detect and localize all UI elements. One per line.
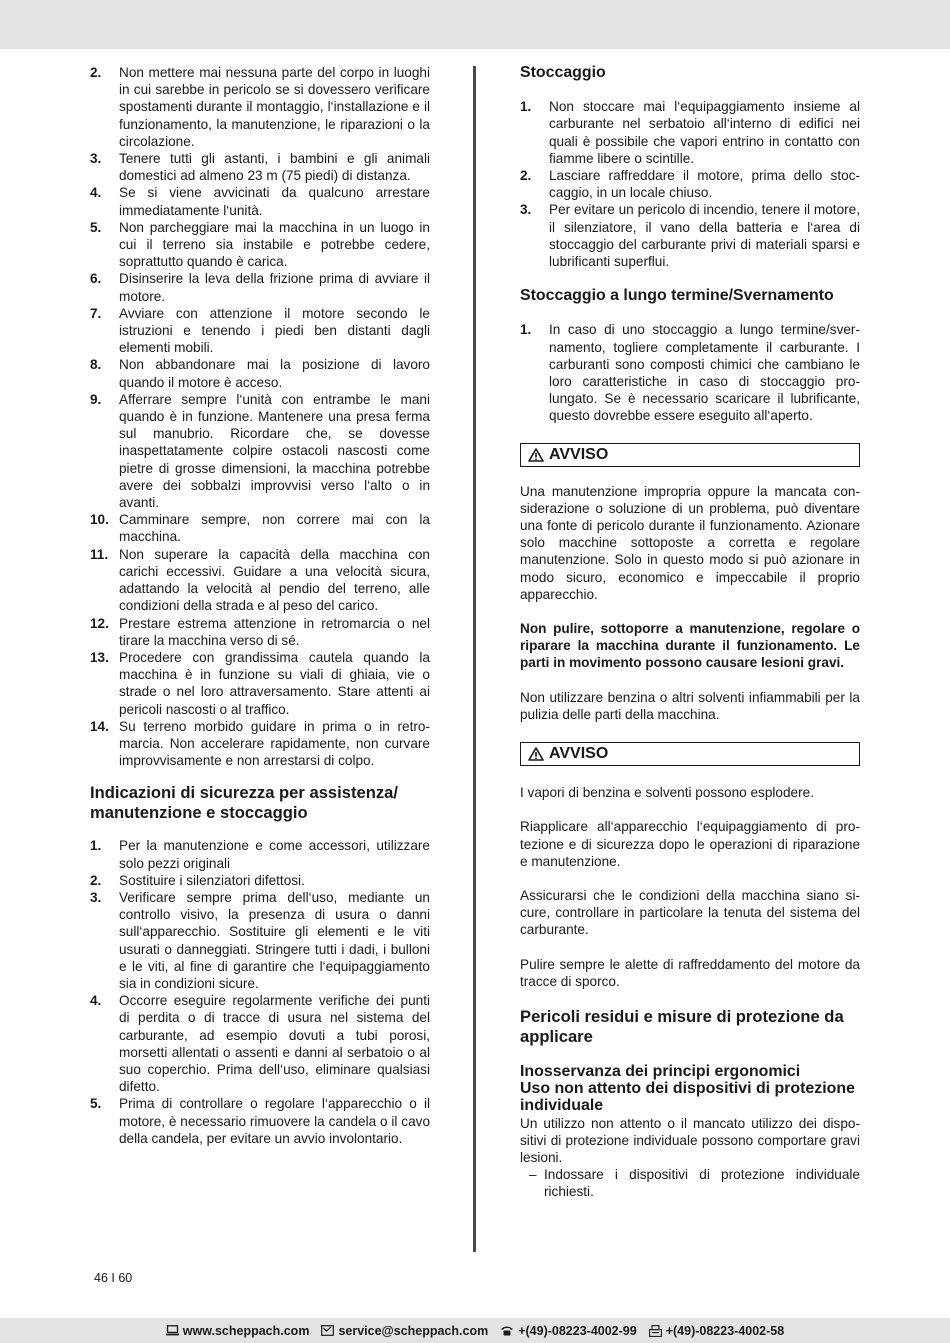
- list-item-text: Prima di controllare o regolare l‘apparecchio o il motore, è necessario rimuovere la candela o il cavo della candela, per evitare un avvio involontario.: [119, 1096, 430, 1146]
- footer-email-text: service@scheppach.com: [338, 1323, 489, 1338]
- section-heading-maintenance: Indicazioni di sicurezza per assistenza/ manutenzione e stoccaggio: [90, 783, 399, 823]
- list-item-number: 8.: [90, 357, 102, 373]
- warning-triangle-icon: [528, 747, 544, 761]
- list-item-text: Tenere tutti gli astanti, i bambini e gli animali domestici ad almeno 23 m (75 piedi) di distanza.: [119, 151, 430, 184]
- warning-2-conditions: Assicurarsi che le condizioni della macchina siano sicure, controllare in particolare la tenuta del sistema del carburante.: [520, 887, 860, 938]
- list-item-number: 12.: [90, 615, 109, 631]
- list-item-text: Verificare sempre prima dell‘uso, mediante un controllo visivo, la presenza di usura o danni sull‘apparecchio. Sostituire gli elementi e le viti usurati o danneggiati. Stringere tutti i dadi, i bulloni e le viti, al fine di garantire che l‘equipaggiamento sia in condizioni sicure.: [119, 889, 430, 991]
- list-item: [90, 837, 430, 871]
- warning-label: AVVISO: [549, 446, 609, 464]
- fax-icon: [649, 1325, 662, 1337]
- warning-2-cooling: Pulire sempre le alette di raffreddamento del motore da tracce di sporco.: [520, 956, 860, 989]
- warning-1-bold-text: Non pulire, sottoporre a manutenzione, regolare o riparare la macchina durante il funzionamento. Le parti in movimento possono causare lesioni gravi.: [520, 621, 860, 671]
- list-item: [90, 889, 430, 992]
- list-item-number: 2.: [90, 872, 102, 888]
- list-item-number: 13.: [90, 649, 109, 665]
- list-item-number: 3.: [90, 889, 102, 905]
- warning-1-text: Una manutenzione impropria oppure la mancata considerazione o soluzione di un problema, può diventare una fonte di pericolo durante il funzionamento. Azionare solo macchine sottoposte a corretta e regolare manutenzione. Solo in questo modo si può azionare in modo sicuro, economico e impeccabile il proprio apparecchio.: [520, 483, 860, 602]
- list-item-text: Per la manutenzione e come accessori, utilizzare solo pezzi originali: [119, 838, 430, 871]
- list-item-number: 14.: [90, 718, 109, 734]
- list-item-text: In caso di uno stoccaggio a lungo termine/svernamento, togliere completamente il carburante. I carburanti sono composti chimici che cambiano le loro caratteristiche in caso di stoccaggio prolungato. Se è necessario scaricare il lubrificante, questo dovrebbe essere eseguito all‘aperto.: [549, 322, 860, 424]
- ppe-dash-text: Indossare i dispositivi di protezione individuale richiesti.: [544, 1167, 860, 1200]
- list-item-text: Camminare sempre, non correre mai con la macchina.: [119, 512, 430, 545]
- list-item: [90, 356, 430, 390]
- list-item: [90, 64, 430, 150]
- heading-lungo-termine: Stoccaggio a lungo termine/Svernamento: [520, 287, 834, 305]
- heading-ppe: Uso non attento dei dispositivi di protezione individuale: [520, 1080, 855, 1115]
- list-item: [90, 718, 430, 770]
- warning-2-reapply: Riapplicare all‘apparecchio l‘equipaggiamento di protezione e di sicurezza dopo le operazioni di riparazione e manutenzione.: [520, 819, 860, 869]
- footer-fax-text: +(49)-08223-4002-58: [665, 1323, 785, 1338]
- list-item: [90, 1095, 430, 1147]
- warning-box-1: [520, 443, 860, 467]
- email-icon: [321, 1325, 334, 1336]
- list-item: [90, 872, 430, 889]
- list-item: [90, 992, 430, 1095]
- right-column: [520, 64, 860, 1201]
- list-item-number: 1.: [520, 99, 532, 115]
- list-item: [90, 511, 430, 545]
- list-item-text: Se si viene avvicinati da qualcuno arrestare immediatamente l‘unità.: [119, 185, 430, 218]
- footer-phone-text: +(49)-08223-4002-99: [518, 1323, 637, 1338]
- list-item-text: Non abbandonare mai la posizione di lavoro quando il motore è acceso.: [119, 357, 430, 390]
- left-column: [90, 64, 430, 1147]
- list-item: [90, 150, 430, 184]
- footer-fax[interactable]: [649, 1324, 785, 1338]
- list-item-text: Lasciare raffreddare il motore, prima dello stoccaggio, in un locale chiuso.: [549, 168, 860, 201]
- list-item-text: Su terreno morbido guidare in prima o in retromarcia. Non accelerare rapidamente, non curvare improvvisamente e non arrestarsi di colpo.: [119, 718, 430, 769]
- list-item-number: 2.: [520, 168, 532, 184]
- warning-box-2: [520, 742, 860, 766]
- warning-triangle-icon: [528, 448, 544, 462]
- list-item-text: Procedere con grandissima cautela quando la macchina è in funzione su viali di ghiaia, vie o strade o nel loro attraversamento. Stare attenti ai pericoli nascosti o al traffico.: [119, 649, 430, 717]
- list-item: [90, 184, 430, 218]
- list-item-number: 9.: [90, 391, 102, 407]
- dash-marker: –: [529, 1167, 537, 1183]
- list-item-text: Non mettere mai nessuna parte del corpo in luoghi in cui sarebbe in pericolo se si dovessero verificare spostamenti durante il montaggio, l‘installazione e il funzionamento, la manutenzione, le riparazioni o la circolazione.: [119, 65, 430, 149]
- list-item: [90, 546, 430, 615]
- computer-icon: [166, 1325, 179, 1336]
- list-item-text: Occorre eseguire regolarmente verifiche dei punti di perdita o di tracce di usura nel sistema del carburante, ad esempio dovuti a tubi porosi, morsetti allentati o assenti e danni al serbatoio o al suo coperchio. Prima dell‘uso, eliminare qualsiasi difetto.: [119, 993, 430, 1095]
- list-item-number: 5.: [90, 219, 102, 235]
- footer-web[interactable]: [166, 1324, 310, 1338]
- footer-email[interactable]: [321, 1324, 488, 1338]
- list-item-number: 4.: [90, 185, 102, 201]
- warning-1-solvents: Non utilizzare benzina o altri solventi infiammabili per la pulizia delle parti della macchina.: [520, 689, 860, 722]
- ppe-text: Un utilizzo non attento o il mancato utilizzo dei dispositivi di protezione individuale possono comportare gravi lesioni.: [520, 1115, 860, 1165]
- list-item: [520, 98, 860, 167]
- list-item: [90, 270, 430, 304]
- header-band: [0, 0, 950, 49]
- list-item: [520, 201, 860, 270]
- list-item-number: 4.: [90, 993, 102, 1009]
- list-item-text: Afferrare sempre l‘unità con entrambe le mani quando è in funzione. Mantenere una presa ferma sul manubrio. Ricordare che, se dovesse inaspettatamente colpire ostacoli nascosti come pietre di grosse dimensioni, la macchina potrebbe avere dei sobbalzi improvvisi verso l‘alto o in avanti.: [119, 391, 430, 511]
- list-item: [90, 305, 430, 357]
- heading-ergonomics: Inosservanza dei principi ergonomici: [520, 1062, 801, 1080]
- list-item-text: Non superare la capacità della macchina con carichi eccessivi. Guidare a una velocità sicura, adattando la velocità al pendio del terreno, alle condizioni della strada e al peso del carico.: [119, 546, 430, 614]
- page-number: 46 I 60: [94, 1271, 133, 1285]
- list-item-number: 10.: [90, 512, 109, 528]
- heading-stoccaggio: Stoccaggio: [520, 64, 606, 81]
- list-item-number: 1.: [90, 838, 102, 854]
- list-item-number: 11.: [90, 546, 109, 562]
- footer-band: [0, 1318, 950, 1343]
- footer-web-text: www.scheppach.com: [182, 1323, 310, 1338]
- list-item: [90, 615, 430, 649]
- column-divider: [473, 66, 476, 1252]
- footer-phone[interactable]: [500, 1324, 637, 1338]
- list-item: [520, 321, 860, 424]
- list-item-number: 5.: [90, 1096, 102, 1112]
- list-item-number: 3.: [90, 151, 102, 167]
- warning-2-vapors: I vapori di benzina e solventi possono esplodere.: [520, 785, 814, 801]
- list-item-text: Avviare con attenzione il motore secondo le istruzioni e tenendo i piedi ben distanti dagli elementi mobili.: [119, 305, 430, 356]
- list-item: [90, 391, 430, 511]
- warning-label: AVVISO: [549, 745, 609, 763]
- safety-list-operation: [90, 64, 430, 769]
- list-item-number: 2.: [90, 65, 102, 80]
- list-item: [90, 649, 430, 718]
- ppe-dash-item: [520, 1166, 860, 1200]
- list-item-number: 6.: [90, 271, 102, 287]
- list-item: [90, 219, 430, 271]
- list-item-number: 7.: [90, 305, 102, 321]
- list-item-text: Prestare estrema attenzione in retromarcia o nel tirare la macchina verso di sé.: [119, 615, 430, 648]
- list-item-text: Non stoccare mai l‘equipaggiamento insieme al carburante nel serbatoio all‘interno di edifici nei quali è possibile che vapori entrino in contatto con fiamme libere o scintille.: [549, 99, 860, 166]
- safety-list-maintenance: [90, 837, 430, 1147]
- list-item-text: Non parcheggiare mai la macchina in un luogo in cui il terreno sia instabile e potrebbe cedere, soprattutto quando è carica.: [119, 219, 430, 270]
- list-item-text: Sostituire i silenziatori difettosi.: [119, 872, 305, 888]
- list-item-text: Disinserire la leva della frizione prima di avviare il motore.: [119, 271, 430, 304]
- list-stoccaggio: [520, 98, 860, 270]
- list-item: [520, 167, 860, 201]
- list-item-number: 3.: [520, 202, 532, 218]
- list-item-text: Per evitare un pericolo di incendio, tenere il motore, il silenziatore, il vano della batteria e l‘area di stoccaggio del carburante privi di materiali sparsi e lubrificanti superflui.: [549, 202, 860, 270]
- section-heading-residual-risks: Pericoli residui e misure di protezione da applicare: [520, 1006, 844, 1046]
- list-lungo-termine: [520, 321, 860, 424]
- phone-icon: [500, 1325, 514, 1336]
- list-item-number: 1.: [520, 322, 532, 338]
